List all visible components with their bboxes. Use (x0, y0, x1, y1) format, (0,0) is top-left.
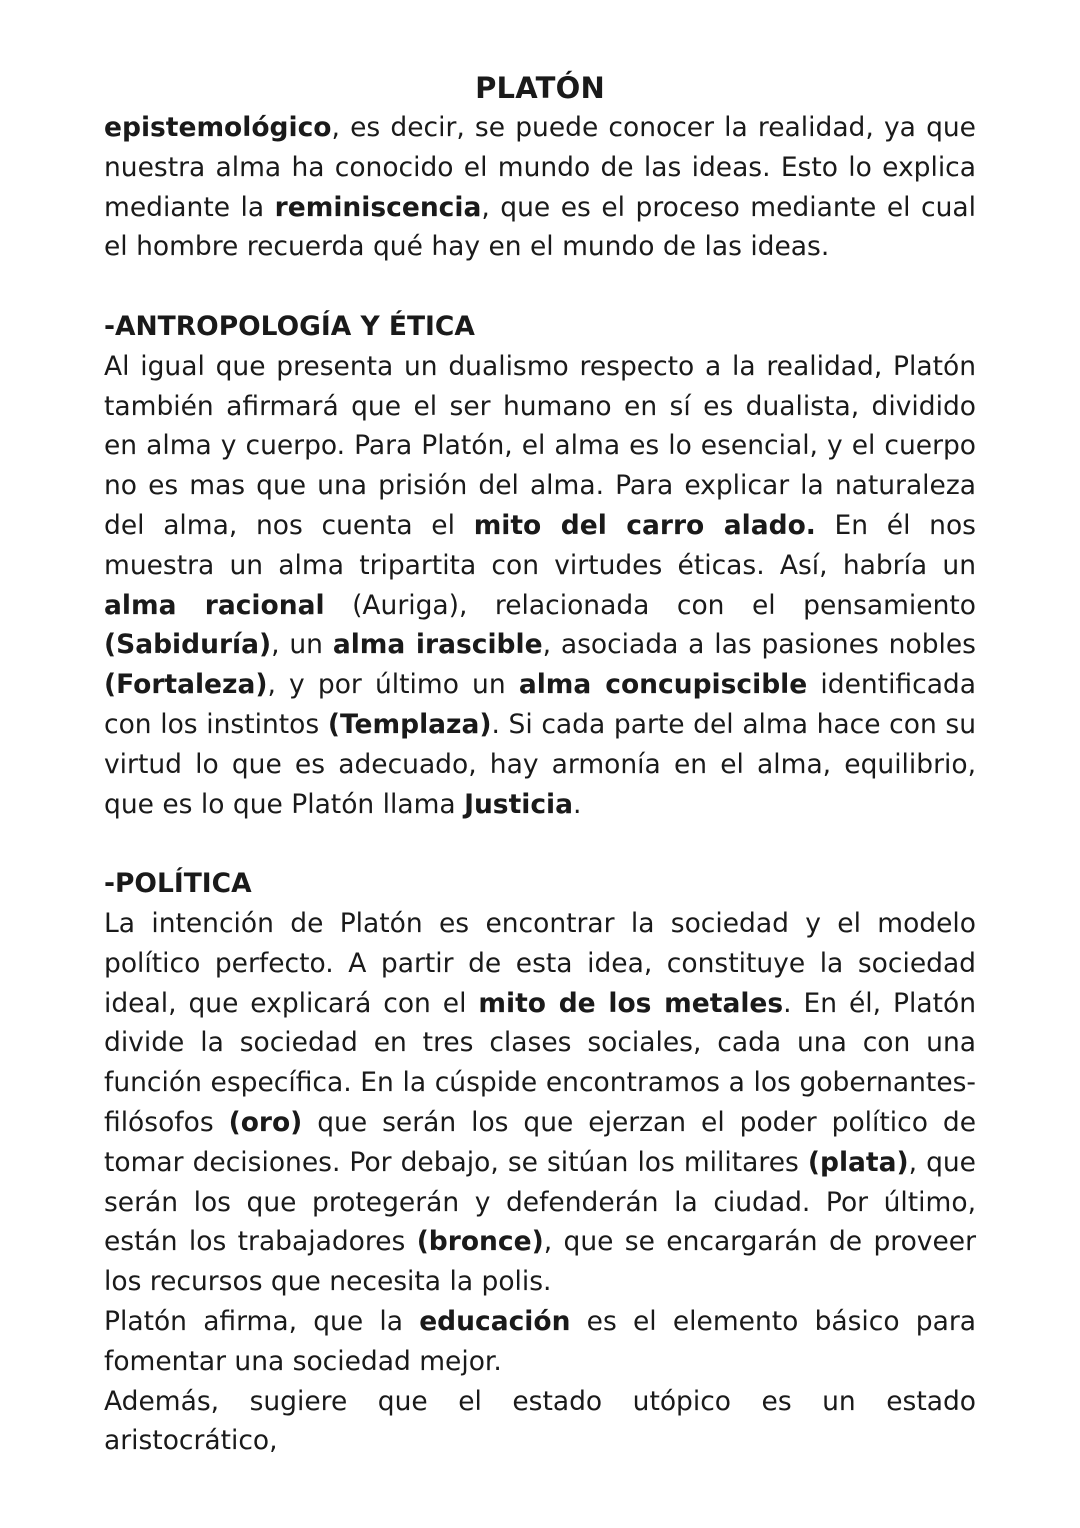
text-run: , un (271, 629, 333, 661)
text-run: La intención de Platón es encontrar la sociedad y el modelo político perfecto. A partir de esta idea, constituye la sociedad ideal, que explicará con el (104, 907, 976, 1019)
bold-term: (oro) (228, 1106, 303, 1138)
text-run: Platón afirma, que la (104, 1305, 420, 1337)
bold-term: (Sabiduría) (104, 629, 272, 661)
bold-term: epistemológico (104, 112, 332, 143)
text-run: , y por último un (267, 669, 519, 701)
educacion-paragraph (104, 1302, 976, 1382)
text-run: , asociada a las pasiones nobles (542, 629, 976, 661)
intro-paragraph (104, 108, 976, 267)
section-heading-antropologia: -ANTROPOLOGÍA Y ÉTICA (104, 310, 475, 342)
text-run: , que es el proceso mediante el cual el hombre recuerda qué hay en el mundo de las ideas. (104, 191, 976, 263)
paragraph-gap (104, 824, 976, 864)
text-run: . En él, Platón divide la sociedad en tres clases sociales, cada una con una función específica. En la cúspide encontramos a los gobernantes-filósofos (104, 987, 977, 1138)
text-run: Al igual que presenta un dualismo respecto a la realidad, Platón también afirmará que el ser humano en sí es dualista, dividido en alma y cuerpo. Para Platón, el alma es lo esencial, y el cuerpo no es mas que una prisión del alma. Para explicar la naturaleza del alma, nos cuenta el (104, 350, 976, 541)
bold-term: (Templaza) (327, 708, 492, 740)
bold-term: mito del carro alado. (473, 509, 816, 541)
text-run: En él nos muestra un alma tripartita con virtudes éticas. Así, habría un (104, 509, 976, 581)
bold-term: mito de los metales (478, 987, 784, 1019)
bold-term: reminiscencia (274, 191, 482, 223)
text-run: , que se encargarán de proveer los recursos que necesita la polis. (104, 1226, 976, 1298)
bold-term: educación (419, 1305, 571, 1337)
bold-term: (plata) (807, 1146, 909, 1178)
text-run: (Auriga), relacionada con el pensamiento (324, 589, 977, 621)
text-run: , es decir, se puede conocer la realidad, ya que nuestra alma ha conocido el mundo de las ideas. Esto lo explica mediante la (104, 112, 976, 223)
bold-term: alma irascible (332, 629, 543, 661)
section-heading-politica: -POLÍTICA (104, 868, 252, 900)
text-run: . Si cada parte del alma hace con su virtud lo que es adecuado, hay armonía en el alma, equilibrio, que es lo que Platón llama (104, 708, 977, 820)
text-run: identificada con los instintos (104, 669, 976, 740)
text-run: , que serán los que protegerán y defenderán la ciudad. Por último, están los trabajadores (104, 1146, 976, 1258)
text-run: es el elemento básico para fomentar una sociedad mejor. (104, 1305, 976, 1377)
text-run: que serán los que ejerzan el poder político de tomar decisiones. Por debajo, se sitúan los militares (104, 1106, 977, 1178)
paragraph-gap (104, 267, 976, 307)
bold-term: alma concupiscible (518, 669, 808, 701)
bold-term: (Fortaleza) (104, 669, 268, 701)
page-title: PLATÓN (475, 71, 605, 105)
politica-paragraph (104, 904, 976, 1302)
bold-term: Justicia (464, 788, 574, 820)
bold-term: (bronce) (416, 1226, 544, 1258)
bold-term: alma racional (104, 589, 325, 621)
text-run: . (573, 788, 582, 820)
antropologia-paragraph (104, 347, 976, 825)
aristocracia-paragraph: Además, sugiere que el estado utópico es un estado aristocrático, (104, 1385, 976, 1457)
